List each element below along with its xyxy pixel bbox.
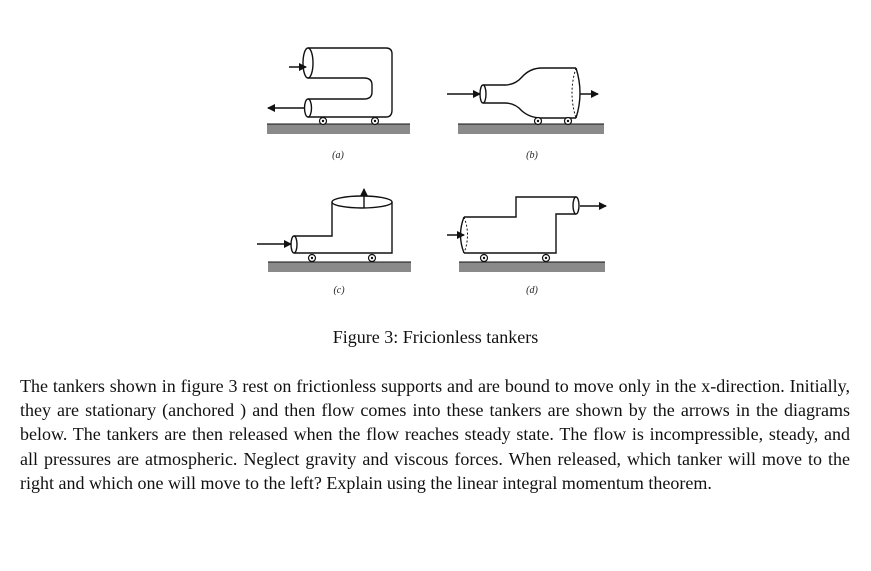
panel-label-b: (b) <box>526 150 538 161</box>
tanker-body-d <box>464 197 576 253</box>
tanker-body-c <box>294 202 392 253</box>
ground-d <box>459 262 605 272</box>
tanker-body-a <box>308 48 392 117</box>
tanker-d <box>447 197 606 296</box>
panel-label-d: (d) <box>526 285 538 296</box>
ground-a <box>267 124 410 134</box>
ground-b <box>458 124 604 134</box>
tanker-b <box>447 68 604 161</box>
tanker-body-b <box>483 68 576 118</box>
panel-label-c: (c) <box>333 285 345 296</box>
tanker-c <box>257 189 411 296</box>
panel-label-a: (a) <box>332 150 344 161</box>
ground-c <box>268 262 411 272</box>
tanker-a <box>267 48 410 161</box>
problem-paragraph: The tankers shown in figure 3 rest on frictionless supports and are bound to move only in the x-direction. Initially, they are stationary (anchored ) and then flow comes into these tankers are shown by the arrows in the diagrams below. The tankers are then released when the flow reaches steady state. The flow is incompressible, steady, and all pressures are atmospheric. Neglect gravity and viscous forces. When released, which tanker will move to the right and which one will move to the left? Explain using the linear integral momentum theorem. <box>20 376 850 493</box>
problem-statement <box>20 374 850 495</box>
figure-caption: Figure 3: Fricionless tankers <box>332 327 539 347</box>
